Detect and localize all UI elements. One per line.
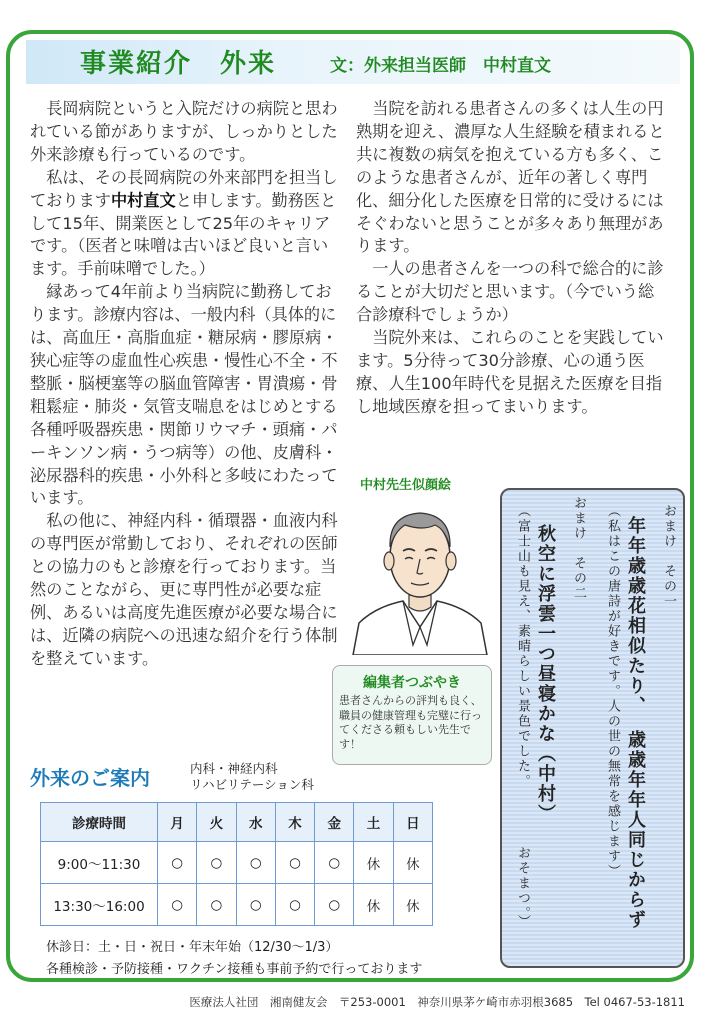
holiday-note: 休診日：土・日・祝日・年末年始（12/30〜1/3）	[46, 940, 339, 955]
consultation-hours-table	[40, 802, 433, 926]
author-byline: 文：外来担当医師 中村直文	[330, 56, 551, 76]
article-paragraph: 私は、その長岡病院の外来部門を担当しております中村直文と申します。勤務医として15年、開業医として25年のキャリアです。（医者と味噌は古いほど良いと言います。手前味噌でした。）	[30, 167, 338, 279]
table-cell: 9:00〜11:30	[41, 842, 158, 884]
omake-label-1: おまけ その一	[661, 504, 676, 609]
omake-comment-2a: （富士山も見え、素晴らしい景色でした。	[515, 504, 530, 789]
column-header: 火	[197, 803, 236, 842]
table-cell: ○	[236, 884, 275, 926]
table-cell: 13:30〜16:00	[41, 884, 158, 926]
portrait-caption: 中村先生似顔絵	[360, 478, 452, 493]
department-rehab: リハビリテーション科	[190, 777, 314, 792]
column-header: 土	[354, 803, 393, 842]
omake-comment-1: （私はこの唐詩が好きです。人の世の無常を感じます）	[605, 504, 620, 879]
table-row	[41, 842, 433, 884]
article-paragraph: 当院外来は、これらのことを実践しています。5分待って30分診療、心の通う医療、人生100年時代を見据えた医療を目指し地域医療を担ってまいります。	[356, 328, 664, 416]
column-header: 水	[236, 803, 275, 842]
table-cell: ○	[315, 884, 354, 926]
table-cell: ○	[236, 842, 275, 884]
table-cell: 休	[354, 884, 393, 926]
page-title: 事業紹介 外来	[80, 49, 277, 79]
table-cell: ○	[197, 884, 236, 926]
editor-note-title: 編集者つぶやき	[363, 675, 461, 691]
omake-panel	[500, 488, 685, 968]
table-cell: 休	[354, 842, 393, 884]
department-internal: 内科・神経内科	[190, 761, 278, 776]
table-row	[41, 884, 433, 926]
article-paragraph: 縁あって4年前より当病院に勤務しております。診療内容は、一般内科（具体的には、高血圧・高脂血症・糖尿病・膠原病・狭心症等の虚血性心疾患・慢性心不全・不整脈・脳梗塞等の脳血管障害・胃潰瘍・骨粗鬆症・肺炎・気管支喘息をはじめとする各種呼吸器疾患・関節リウマチ・頭痛・パーキンソン病・うつ病等）の他、皮膚科・泌尿器科的疾患・小外科と多岐にわたっています。	[30, 282, 338, 508]
doctor-portrait-icon	[345, 495, 495, 655]
omake-poem-1b: 歳歳年年人同じからず	[625, 730, 646, 930]
table-cell: ○	[158, 842, 197, 884]
table-cell: ○	[315, 842, 354, 884]
table-cell: 休	[393, 884, 432, 926]
outpatient-guide-title: 外来のご案内	[30, 766, 150, 790]
omake-poem-2: 秋空に浮雲一つ昼寝かな（中村）	[535, 524, 556, 824]
table-cell: ○	[275, 842, 314, 884]
column-header: 木	[275, 803, 314, 842]
table-cell: 休	[393, 842, 432, 884]
omake-comment-2b: おそまつ。）	[515, 846, 530, 930]
table-header-row	[41, 803, 433, 842]
column-header: 日	[393, 803, 432, 842]
article-right-column	[356, 98, 668, 419]
table-cell: ○	[197, 842, 236, 884]
editor-note-box	[332, 665, 492, 765]
article-paragraph: 当院を訪れる患者さんの多くは人生の円熟期を迎え、濃厚な人生経験を積まれると共に複数の病気を抱えている方も多く、このような患者さんが、近年の著しく専門化、細分化した医療を日常的に受けるにはそぐわないと思うことが多々あり無理があります。	[356, 99, 665, 256]
footer-contact: 医療法人社団 湘南健友会 〒253-0001 神奈川県茅ケ崎市赤羽根3685 Tel 0467-53-1811	[189, 995, 685, 1009]
article-paragraph: 一人の患者さんを一つの科で総合的に診ることが大切だと思います。（今でいう総合診療科でしょうか）	[356, 259, 664, 325]
article-left-column	[30, 98, 342, 671]
reservation-note: 各種検診・予防接種・ワクチン接種も事前予約で行っております	[46, 962, 423, 977]
column-header: 診療時間	[41, 803, 158, 842]
department-list	[190, 761, 314, 793]
doctor-name: 中村直文	[110, 190, 176, 210]
table-cell: ○	[275, 884, 314, 926]
article-paragraph: 私の他に、神経内科・循環器・血液内科の専門医が常勤しており、それぞれの医師との協力のもと診療を行っております。当然のことながら、更に専門性が必要な症例、あるいは高度先進医療が必要な場合には、近隣の病院への迅速な紹介を行う体制を整えています。	[30, 511, 338, 668]
column-header: 金	[315, 803, 354, 842]
editor-note-text: 患者さんからの評判も良く、職員の健康管理も完璧に行ってくださる頼もしい先生です！	[339, 694, 482, 751]
article-paragraph: 長岡病院というと入院だけの病院と思われている節がありますが、しっかりとした外来診療も行っているのです。	[30, 99, 338, 164]
table-cell: ○	[158, 884, 197, 926]
omake-poem-1a: 年年歳歳花相似たり、	[625, 516, 646, 716]
omake-label-2: おまけ その二	[571, 496, 586, 601]
column-header: 月	[158, 803, 197, 842]
